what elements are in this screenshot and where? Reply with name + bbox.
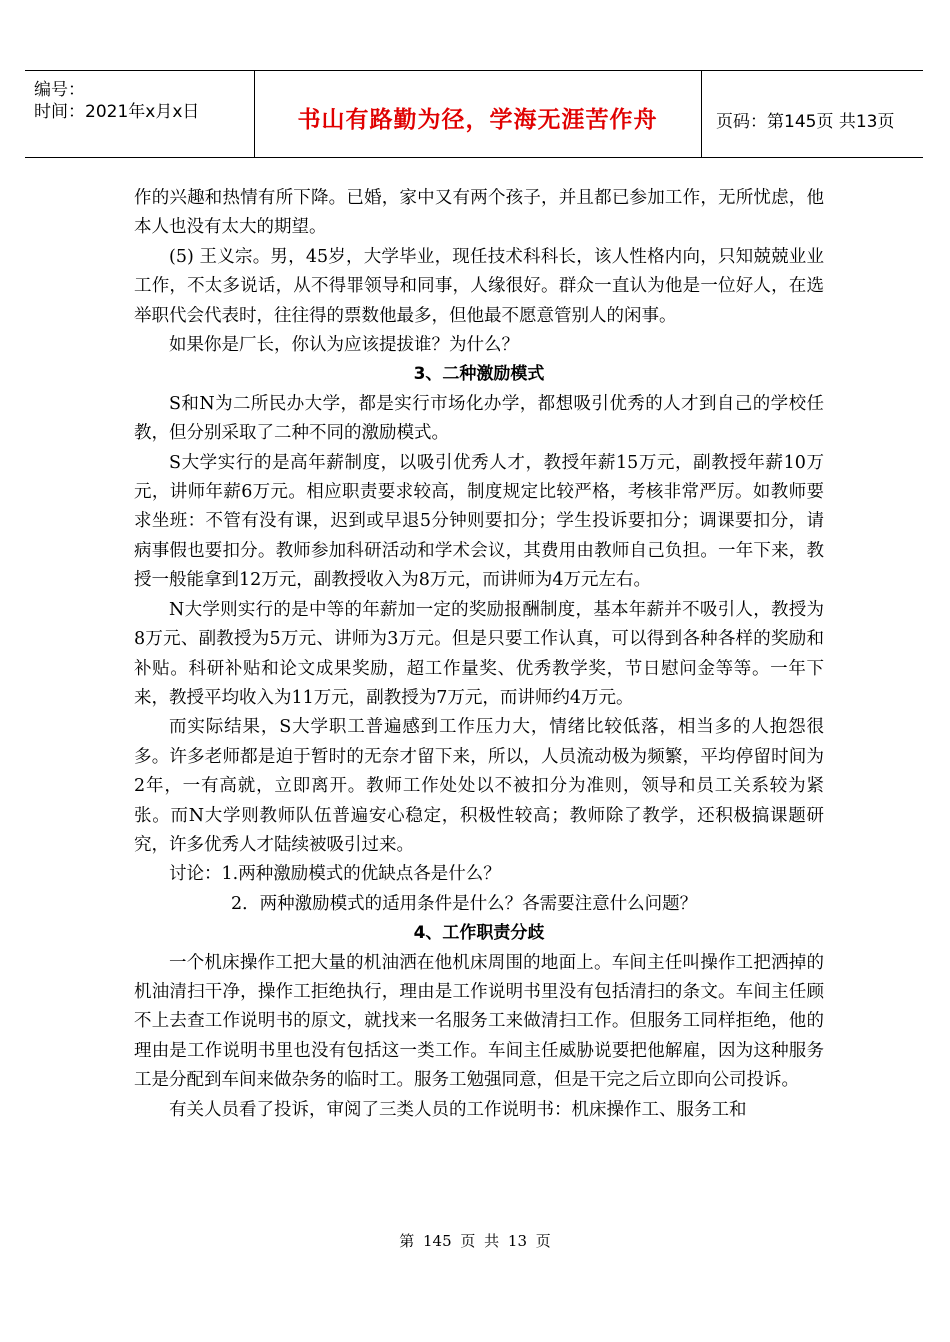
page-footer: 第 145 页 共 13 页	[399, 1232, 551, 1250]
paragraph: S和N为二所民办大学，都是实行市场化办学，都想吸引优秀的人才到自己的学校任教，但分别采取了二种不同的激励模式。	[134, 393, 824, 444]
motto-text: 书山有路勤为径，学海无涯苦作舟	[297, 107, 658, 133]
header-page-info: 页码：第145页 共13页	[716, 112, 895, 132]
paragraph: 如果你是厂长，你认为应该提拔谁？为什么？	[169, 335, 519, 356]
header-middle-cell	[254, 71, 702, 157]
paragraph: 作的兴趣和热情有所下降。已婚，家中又有两个孩子，并且都已参加工作，无所忧虑，他本人也没有太大的期望。	[134, 188, 824, 238]
header-right-cell	[702, 71, 923, 157]
document-header	[25, 70, 923, 158]
section-heading: 4、工作职责分歧	[413, 923, 545, 944]
discussion-question: 讨论：1.两种激励模式的优缺点各是什么？	[169, 864, 501, 885]
paragraph: S大学实行的是高年薪制度，以吸引优秀人才，教授年薪15万元，副教授年薪10万元，讲师年薪6万元。相应职责要求较高，制度规定比较严格，考核非常严厉。如教师要求坐班：不管有没有课，迟到或早退5分钟则要扣分；学生投诉要扣分；调课要扣分，请病事假也要扣分。教师参加科研活动和学术会议，其费用由教师自己负担。一年下来，教授一般能拿到12万元，副教授收入为8万元，而讲师为4万元左右。	[134, 452, 824, 591]
discussion-question: 2．两种激励模式的适用条件是什么？各需要注意什么问题？	[231, 893, 698, 914]
document-body	[134, 184, 824, 1125]
paragraph: (5) 王义宗。男，45岁，大学毕业，现任技术科科长，该人性格内向，只知兢兢业业工作，不太多说话，从不得罪领导和同事，人缘很好。群众一直认为他是一位好人，在选举职代会代表时，往往得的票数他最多，但他最不愿意管别人的闲事。	[134, 246, 824, 326]
paragraph: 有关人员看了投诉，审阅了三类人员的工作说明书：机床操作工、服务工和	[169, 1099, 747, 1120]
header-left-cell	[25, 71, 255, 157]
paragraph: 一个机床操作工把大量的机油洒在他机床周围的地面上。车间主任叫操作工把洒掉的机油清扫干净，操作工拒绝执行，理由是工作说明书里没有包括清扫的条文。车间主任顾不上去查工作说明书的原文，就找来一名服务工来做清扫工作。但服务工同样拒绝，他的理由是工作说明书里也没有包括这一类工作。车间主任威胁说要把他解雇，因为这种服务工是分配到车间来做杂务的临时工。服务工勉强同意，但是干完之后立即向公司投诉。	[134, 952, 824, 1091]
section-heading: 3、二种激励模式	[413, 364, 545, 385]
paragraph: 而实际结果，S大学职工普遍感到工作压力大，情绪比较低落，相当多的人抱怨很多。许多老师都是迫于暂时的无奈才留下来，所以，人员流动极为频繁，平均停留时间为2年，一有高就，立即离开。教师工作处处以不被扣分为准则，领导和员工关系较为紧张。而N大学则教师队伍普遍安心稳定，积极性较高；教师除了教学，还积极搞课题研究，许多优秀人才陆续被吸引过来。	[134, 717, 824, 855]
paragraph: N大学则实行的是中等的年薪加一定的奖励报酬制度，基本年薪并不吸引人，教授为8万元、副教授为5万元、讲师为3万元。但是只要工作认真，可以得到各种各样的奖励和补贴。科研补贴和论文成果奖励，超工作量奖、优秀教学奖，节日慰问金等等。一年下来，教授平均收入为11万元，副教授为7万元，而讲师约4万元。	[134, 599, 824, 708]
document-time-label: 时间：2021年x月x日	[34, 102, 200, 122]
document-number-label: 编号：	[34, 80, 85, 100]
